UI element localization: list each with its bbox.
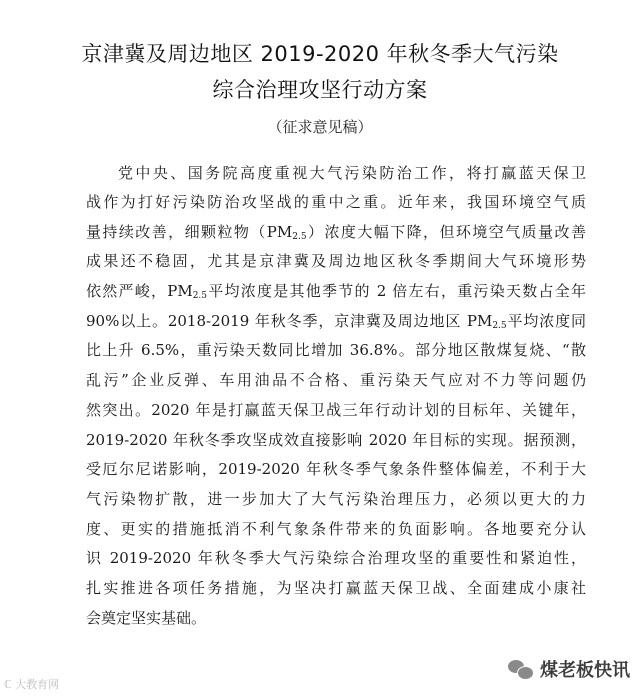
paragraph-line: 2019-2020 年秋冬季攻坚成效直接影响 2020 年目标的实现。据预测， (86, 431, 586, 449)
watermark-left: ℂ 大教育网 (4, 678, 60, 691)
paragraph-line: 受厄尔尼诺影响，2019-2020 年秋冬季气象条件整体偏差，不利于大 (86, 460, 586, 478)
paragraph-line: 度、更实的措施抵消不利气象条件带来的负面影响。各地要充分认 (86, 520, 586, 538)
wechat-icon (508, 658, 534, 680)
paragraph-line: 会奠定坚实基础。 (86, 609, 207, 627)
paragraph-line: 然突出。2020 年是打赢蓝天保卫战三年行动计划的目标年、关键年， (86, 401, 586, 419)
document-title-line-2: 综合治理攻坚行动方案 (212, 78, 428, 102)
paragraph-line: 扎实推进各项任务措施，为坚决打赢蓝天保卫战、全面建成小康社 (86, 579, 586, 597)
document-title-line-1: 京津冀及周边地区 2019-2020 年秋冬季大气污染 (81, 42, 559, 66)
paragraph-line: 依然严峻，$PM_{2.5}$平均浓度是其他季节的 2 倍左右，重污染天数占全年 (86, 282, 586, 301)
paragraph-line: 识 2019-2020 年秋冬季大气污染综合治理攻坚的重要性和紧迫性， (86, 549, 586, 567)
watermark-right (508, 656, 630, 682)
document-subtitle: （征求意见稿） (267, 118, 373, 136)
paragraph-line: 量持续改善，细颗粒物$(PM_{2.5})$浓度大幅下降，但环境空气质量改善 (86, 223, 586, 242)
paragraph-line: 气污染物扩散，进一步加大了大气污染治理压力，必须以更大的力 (86, 490, 586, 508)
paragraph-line: 乱污”企业反弹、车用油品不合格、重污染天气应对不力等问题仍 (86, 371, 586, 389)
watermark-right-label: 煤老板快讯 (540, 660, 630, 681)
paragraph-line: 党中央、国务院高度重视大气污染防治工作，将打赢蓝天保卫 (118, 164, 586, 182)
paragraph-line: 90%以上。2018-2019 年秋冬季，京津冀及周边地区 $PM_{2.5}$平均浓度同 (86, 312, 586, 331)
paragraph-line: 比上升 6.5%，重污染天数同比增加 36.8%。部分地区散煤复烧、“散 (86, 341, 586, 359)
paragraph-line: 成果还不稳固，尤其是京津冀及周边地区秋冬季期间大气环境形势 (86, 252, 586, 270)
paragraph-line: 战作为打好污染防治攻坚战的重中之重。近年来，我国环境空气质 (86, 193, 586, 211)
